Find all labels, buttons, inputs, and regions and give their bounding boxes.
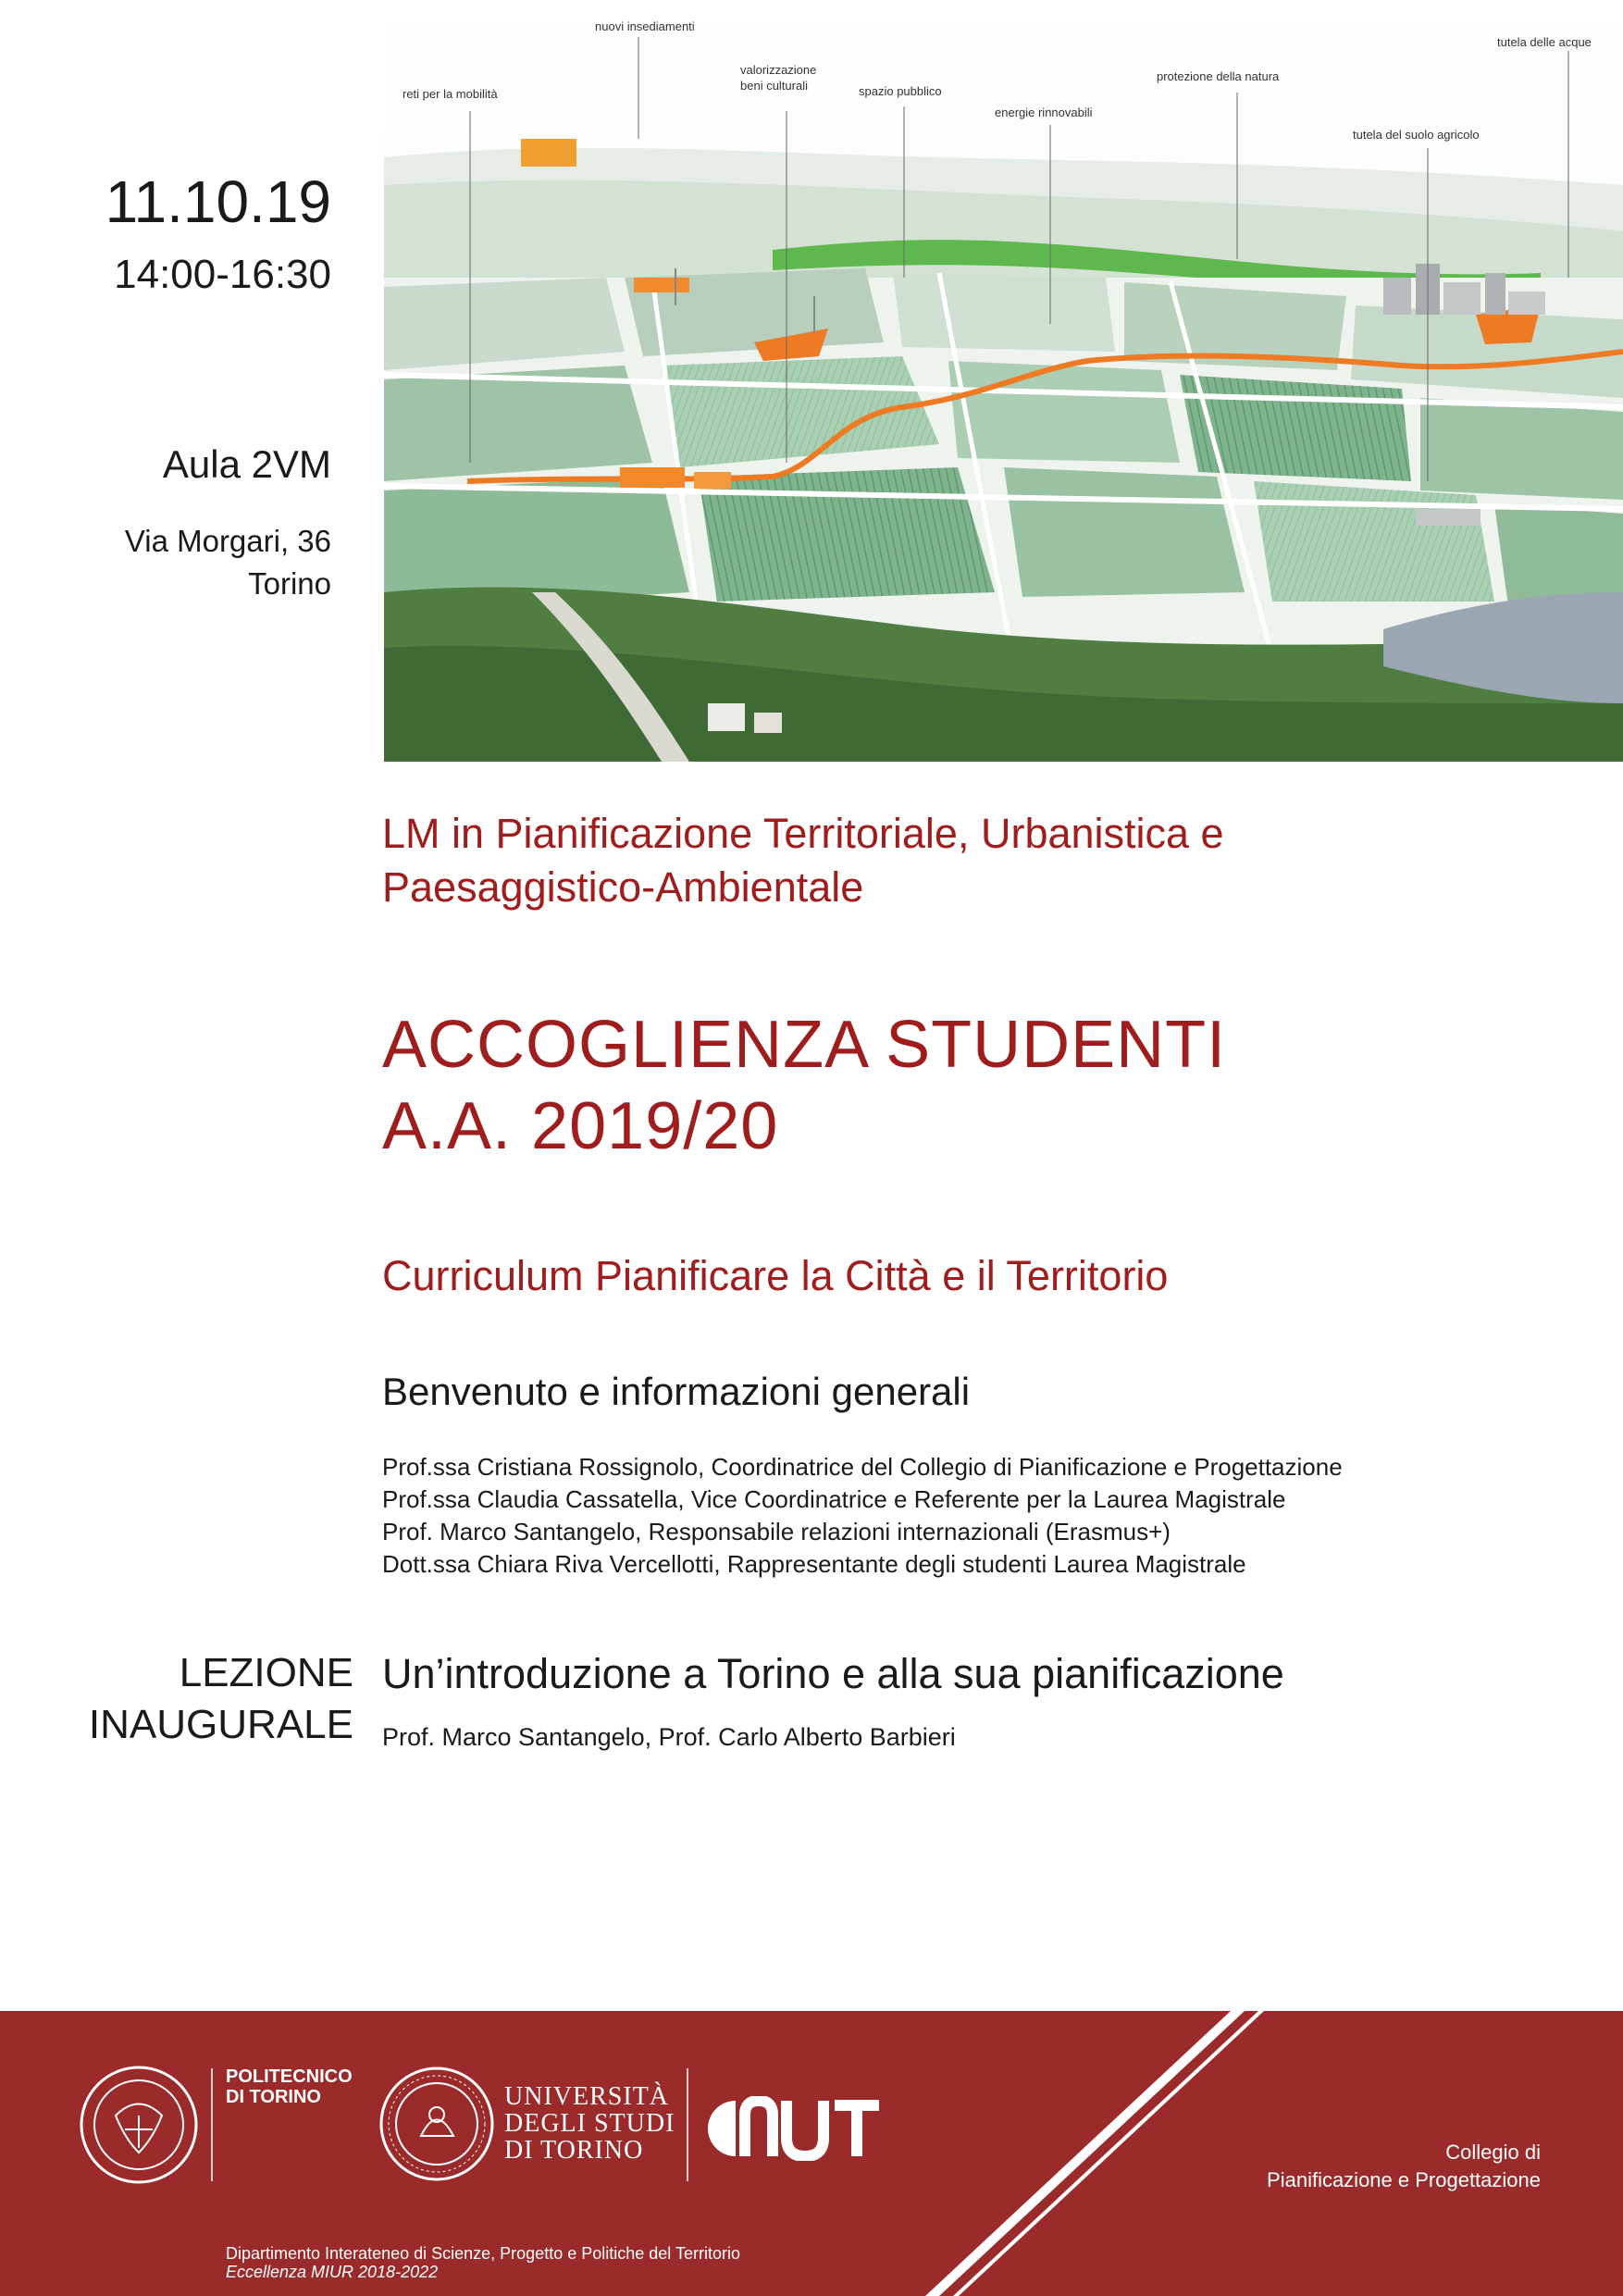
polito-name-line-1: POLITECNICO [226,2066,353,2087]
department-line-2 [226,2263,740,2281]
dist-logo-icon [703,2096,884,2161]
footer-band [0,2011,1623,2296]
label-suolo: tutela del suolo agricolo [1353,128,1480,142]
event-time: 14:00-16:30 [114,252,331,297]
unito-name-line-1: UNIVERSITÀ [504,2082,669,2111]
polito-name [226,2066,353,2107]
speaker-role: , Responsabile relazioni internazionali (Erasmus+) [635,1518,1171,1545]
speaker-role: , Coordinatrice del Collegio di Pianificazione e Progettazione [698,1453,1343,1481]
footer-divider [687,2068,688,2181]
degree-line-1 [382,807,1539,861]
lezione-label-line-1: LEZIONE [179,1650,353,1695]
speaker-name: Prof.ssa Cristiana Rossignolo [382,1453,699,1481]
label-acque: tutela delle acque [1497,35,1592,49]
event-date: 11.10.19 [105,168,331,235]
speaker-name: Prof. Marco Santangelo [382,1518,636,1545]
lecturers: Prof. Marco Santangelo, Prof. Carlo Alberto Barbieri [382,1723,956,1751]
welcome-heading: Benvenuto e informazioni generali [382,1370,971,1413]
title-line-1: ACCOGLIENZA STUDENTI [382,1008,1227,1082]
department-line-1: Dipartimento Interateneo di Scienze, Progetto e Politiche del Territorio [226,2244,740,2263]
lezione-label-line-2: INAUGURALE [88,1702,353,1747]
hero-landscape-illustration [384,0,1623,762]
label-insediamenti: nuovi insediamenti [595,19,695,33]
speaker-item [382,1548,1585,1581]
degree-line-1-rest: in Pianificazione Territoriale, Urbanistica e [440,810,1224,857]
speaker-item [382,1516,1585,1548]
department-excellence: Eccellenza MIUR 2018-2022 [226,2263,439,2281]
speaker-name: Prof.ssa Claudia Cassatella [382,1485,678,1513]
landscape-drawing [384,0,1623,762]
speaker-role: , Rappresentante degli studenti Laurea Magistrale [713,1550,1246,1578]
page-title [382,1004,1539,1167]
unito-name-line-3: DI TORINO [504,2136,644,2165]
speaker-item [382,1483,1585,1516]
curriculum-prefix: Curriculum [382,1252,596,1299]
label-valorizzazione-1: valorizzazione [740,63,817,77]
footer-divider [211,2068,213,2181]
unito-name [504,2083,675,2164]
speaker-item [382,1451,1585,1483]
speaker-role: , Vice Coordinatrice e Referente per la Laurea Magistrale [677,1485,1286,1513]
degree-program [382,807,1539,914]
collegio-line-1: Collegio di [1445,2141,1541,2164]
polito-name-line-2: DI TORINO [226,2087,321,2107]
label-energie: energie rinnovabili [995,105,1093,119]
title-line-2: A.A. 2019/20 [382,1089,779,1163]
label-reti: reti per la mobilità [403,87,498,101]
degree-line-2: Paesaggistico-Ambientale [382,863,864,911]
address-city: Torino [248,566,331,601]
unito-name-line-2: DEGLI STUDI [504,2109,675,2138]
event-room: Aula 2VM [162,442,331,486]
address-street: Via Morgari, 36 [124,524,331,558]
lezione-label [37,1647,353,1751]
collegio-line-2: Pianificazione e Progettazione [1267,2168,1541,2191]
collegio-name [1157,2139,1541,2194]
lecture-title: Un’introduzione a Torino e alla sua pianificazione [382,1650,1284,1697]
speaker-name: Dott.ssa Chiara Riva Vercellotti [382,1550,714,1578]
label-spazio: spazio pubblico [859,84,942,98]
label-valorizzazione-2: beni culturali [740,79,808,93]
speakers-list [382,1451,1585,1581]
curriculum-name: Pianificare la Città e il Territorio [595,1252,1169,1299]
department-name [226,2244,740,2281]
curriculum [382,1252,1539,1300]
politecnico-seal-icon [79,2065,199,2185]
unito-seal-icon [379,2066,495,2182]
degree-lm: LM [382,810,440,857]
event-address [37,520,331,605]
label-natura: protezione della natura [1157,69,1280,83]
